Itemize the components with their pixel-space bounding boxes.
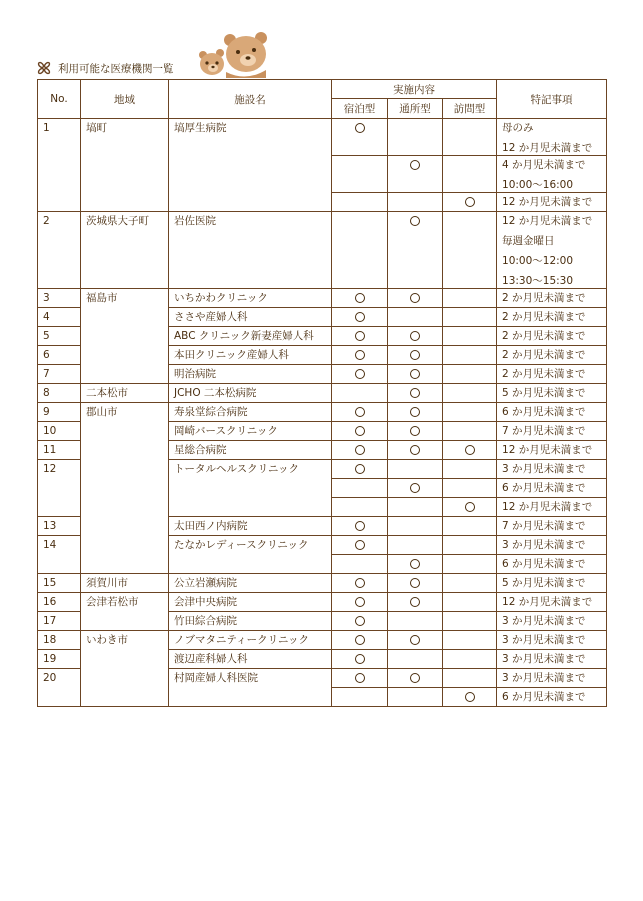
- row-no: 5: [38, 327, 81, 346]
- visit-cell: [443, 193, 497, 212]
- row-no: 6: [38, 346, 81, 365]
- note-line: 12 か月児未満まで: [502, 596, 593, 608]
- table-row: [38, 212, 607, 289]
- note-line: 7 か月児未満まで: [502, 425, 586, 437]
- stay-cell: [332, 119, 388, 156]
- circle-mark-icon: [410, 407, 420, 417]
- visit-cell: [443, 517, 497, 536]
- daycare-cell: [388, 327, 443, 346]
- daycare-cell: [388, 346, 443, 365]
- row-facility: 渡辺産科婦人科: [169, 650, 332, 669]
- notes-cell: [497, 156, 607, 193]
- notes-cell: [497, 479, 607, 498]
- daycare-cell: [388, 212, 443, 289]
- row-no: 19: [38, 650, 81, 669]
- row-area: 茨城県大子町: [81, 212, 169, 289]
- note-line: 12 か月児未満まで: [502, 142, 593, 154]
- table-row: [38, 403, 607, 422]
- row-facility: 明治病院: [169, 365, 332, 384]
- visit-cell: [443, 346, 497, 365]
- note-line: 6 か月児未満まで: [502, 691, 586, 703]
- visit-cell: [443, 650, 497, 669]
- circle-mark-icon: [410, 331, 420, 341]
- daycare-cell: [388, 384, 443, 403]
- stay-cell: [332, 593, 388, 612]
- note-line: 4 か月児未満まで: [502, 159, 586, 171]
- notes-cell: [497, 441, 607, 460]
- circle-mark-icon: [410, 445, 420, 455]
- row-facility: ノブマタニティークリニック: [169, 631, 332, 650]
- note-line: 13:30～15:30: [502, 275, 574, 287]
- row-no: 10: [38, 422, 81, 441]
- circle-mark-icon: [355, 521, 365, 531]
- row-facility: ABC クリニック新妻産婦人科: [169, 327, 332, 346]
- stay-cell: [332, 669, 388, 688]
- stay-cell: [332, 536, 388, 555]
- row-facility: 寿泉堂綜合病院: [169, 403, 332, 422]
- stay-cell: [332, 460, 388, 479]
- note-line: 2 か月児未満まで: [502, 349, 586, 361]
- notes-cell: [497, 193, 607, 212]
- header-facility: 施設名: [169, 80, 332, 119]
- notes-cell: [497, 498, 607, 517]
- notes-cell: [497, 631, 607, 650]
- stay-cell: [332, 555, 388, 574]
- daycare-cell: [388, 119, 443, 156]
- circle-mark-icon: [355, 673, 365, 683]
- visit-cell: [443, 119, 497, 156]
- note-line: 毎週金曜日: [502, 235, 555, 247]
- circle-mark-icon: [410, 350, 420, 360]
- bear-illustration: [196, 28, 280, 82]
- row-facility: 竹田綜合病院: [169, 612, 332, 631]
- notes-cell: [497, 212, 607, 289]
- note-line: 3 か月児未満まで: [502, 634, 586, 646]
- daycare-cell: [388, 156, 443, 193]
- note-line: 3 か月児未満まで: [502, 615, 586, 627]
- row-no: 12: [38, 460, 81, 517]
- visit-cell: [443, 631, 497, 650]
- daycare-cell: [388, 631, 443, 650]
- stay-cell: [332, 193, 388, 212]
- stay-cell: [332, 212, 388, 289]
- table-row: [38, 384, 607, 403]
- note-line: 母のみ: [502, 122, 534, 134]
- row-facility: 会津中央病院: [169, 593, 332, 612]
- note-line: 10:00～16:00: [502, 179, 574, 191]
- circle-mark-icon: [355, 464, 365, 474]
- notes-cell: [497, 574, 607, 593]
- list-heading: [36, 58, 174, 78]
- row-facility: 塙厚生病院: [169, 119, 332, 212]
- row-no: 2: [38, 212, 81, 289]
- row-facility: 公立岩瀬病院: [169, 574, 332, 593]
- notes-cell: [497, 688, 607, 707]
- daycare-cell: [388, 498, 443, 517]
- stay-cell: [332, 612, 388, 631]
- note-line: 12 か月児未満まで: [502, 196, 593, 208]
- circle-mark-icon: [355, 654, 365, 664]
- daycare-cell: [388, 289, 443, 308]
- row-no: 17: [38, 612, 81, 631]
- stay-cell: [332, 631, 388, 650]
- table-row: [38, 119, 607, 156]
- visit-cell: [443, 555, 497, 574]
- stay-cell: [332, 441, 388, 460]
- circle-mark-icon: [410, 483, 420, 493]
- note-line: 7 か月児未満まで: [502, 520, 586, 532]
- row-facility: 星総合病院: [169, 441, 332, 460]
- row-area: いわき市: [81, 631, 169, 707]
- visit-cell: [443, 574, 497, 593]
- row-facility: JCHO 二本松病院: [169, 384, 332, 403]
- table-body: [38, 119, 607, 707]
- visit-cell: [443, 403, 497, 422]
- notes-cell: [497, 593, 607, 612]
- circle-mark-icon: [355, 312, 365, 322]
- circle-mark-icon: [410, 673, 420, 683]
- circle-mark-icon: [355, 331, 365, 341]
- visit-cell: [443, 460, 497, 479]
- visit-cell: [443, 327, 497, 346]
- row-area: 郡山市: [81, 403, 169, 574]
- circle-mark-icon: [410, 388, 420, 398]
- row-no: 1: [38, 119, 81, 212]
- daycare-cell: [388, 403, 443, 422]
- row-area: 会津若松市: [81, 593, 169, 631]
- visit-cell: [443, 422, 497, 441]
- note-line: 12 か月児未満まで: [502, 444, 593, 456]
- header-no: No.: [38, 80, 81, 119]
- table-row: [38, 574, 607, 593]
- row-no: 7: [38, 365, 81, 384]
- stay-cell: [332, 574, 388, 593]
- row-no: 9: [38, 403, 81, 422]
- stay-cell: [332, 308, 388, 327]
- daycare-cell: [388, 517, 443, 536]
- circle-mark-icon: [355, 635, 365, 645]
- circle-mark-icon: [355, 540, 365, 550]
- stay-cell: [332, 479, 388, 498]
- note-line: 10:00～12:00: [502, 255, 574, 267]
- header-visit: 訪問型: [443, 99, 497, 119]
- stay-cell: [332, 403, 388, 422]
- row-no: 13: [38, 517, 81, 536]
- header-content: 実施内容: [332, 80, 497, 99]
- visit-cell: [443, 365, 497, 384]
- notes-cell: [497, 308, 607, 327]
- circle-mark-icon: [410, 216, 420, 226]
- stay-cell: [332, 498, 388, 517]
- note-line: 5 か月児未満まで: [502, 387, 586, 399]
- note-line: 3 か月児未満まで: [502, 539, 586, 551]
- circle-mark-icon: [355, 369, 365, 379]
- daycare-cell: [388, 650, 443, 669]
- stay-cell: [332, 422, 388, 441]
- note-line: 3 か月児未満まで: [502, 463, 586, 475]
- visit-cell: [443, 669, 497, 688]
- circle-mark-icon: [355, 578, 365, 588]
- circle-mark-icon: [465, 692, 475, 702]
- circle-mark-icon: [410, 559, 420, 569]
- visit-cell: [443, 384, 497, 403]
- row-no: 18: [38, 631, 81, 650]
- row-no: 3: [38, 289, 81, 308]
- visit-cell: [443, 212, 497, 289]
- row-facility: 岩佐医院: [169, 212, 332, 289]
- visit-cell: [443, 308, 497, 327]
- stay-cell: [332, 384, 388, 403]
- daycare-cell: [388, 193, 443, 212]
- header-stay: 宿泊型: [332, 99, 388, 119]
- circle-mark-icon: [410, 369, 420, 379]
- notes-cell: [497, 119, 607, 156]
- visit-cell: [443, 441, 497, 460]
- row-facility: 太田西ノ内病院: [169, 517, 332, 536]
- visit-cell: [443, 593, 497, 612]
- page-title: 利用可能な医療機関一覧: [58, 62, 174, 75]
- notes-cell: [497, 346, 607, 365]
- visit-cell: [443, 498, 497, 517]
- notes-cell: [497, 536, 607, 555]
- visit-cell: [443, 156, 497, 193]
- header-area: 地域: [81, 80, 169, 119]
- daycare-cell: [388, 593, 443, 612]
- daycare-cell: [388, 308, 443, 327]
- daycare-cell: [388, 669, 443, 688]
- row-area: 二本松市: [81, 384, 169, 403]
- notes-cell: [497, 612, 607, 631]
- note-line: 2 か月児未満まで: [502, 292, 586, 304]
- notes-cell: [497, 365, 607, 384]
- flower-icon: [36, 60, 52, 76]
- facility-table: [37, 79, 607, 707]
- visit-cell: [443, 688, 497, 707]
- notes-cell: [497, 517, 607, 536]
- row-no: 14: [38, 536, 81, 574]
- daycare-cell: [388, 555, 443, 574]
- row-facility: 本田クリニック産婦人科: [169, 346, 332, 365]
- stay-cell: [332, 289, 388, 308]
- row-no: 8: [38, 384, 81, 403]
- note-line: 2 か月児未満まで: [502, 368, 586, 380]
- daycare-cell: [388, 460, 443, 479]
- row-facility: いちかわクリニック: [169, 289, 332, 308]
- daycare-cell: [388, 441, 443, 460]
- circle-mark-icon: [355, 350, 365, 360]
- circle-mark-icon: [465, 197, 475, 207]
- notes-cell: [497, 403, 607, 422]
- note-line: 2 か月児未満まで: [502, 330, 586, 342]
- stay-cell: [332, 365, 388, 384]
- stay-cell: [332, 688, 388, 707]
- row-no: 4: [38, 308, 81, 327]
- row-no: 16: [38, 593, 81, 612]
- circle-mark-icon: [355, 616, 365, 626]
- row-no: 11: [38, 441, 81, 460]
- notes-cell: [497, 650, 607, 669]
- row-area: 塙町: [81, 119, 169, 212]
- notes-cell: [497, 422, 607, 441]
- note-line: 3 か月児未満まで: [502, 672, 586, 684]
- circle-mark-icon: [355, 426, 365, 436]
- daycare-cell: [388, 479, 443, 498]
- row-facility: 村岡産婦人科医院: [169, 669, 332, 707]
- table-row: [38, 593, 607, 612]
- notes-cell: [497, 327, 607, 346]
- notes-cell: [497, 460, 607, 479]
- visit-cell: [443, 289, 497, 308]
- notes-cell: [497, 289, 607, 308]
- row-facility: たなかレディースクリニック: [169, 536, 332, 574]
- circle-mark-icon: [355, 597, 365, 607]
- note-line: 12 か月児未満まで: [502, 501, 593, 513]
- notes-cell: [497, 669, 607, 688]
- visit-cell: [443, 479, 497, 498]
- circle-mark-icon: [410, 578, 420, 588]
- row-area: 福島市: [81, 289, 169, 384]
- note-line: 6 か月児未満まで: [502, 406, 586, 418]
- circle-mark-icon: [465, 445, 475, 455]
- table-row: [38, 631, 607, 650]
- notes-cell: [497, 555, 607, 574]
- header-notes: 特記事項: [497, 80, 607, 119]
- row-facility: ささや産婦人科: [169, 308, 332, 327]
- circle-mark-icon: [410, 293, 420, 303]
- visit-cell: [443, 612, 497, 631]
- note-line: 6 か月児未満まで: [502, 558, 586, 570]
- stay-cell: [332, 346, 388, 365]
- visit-cell: [443, 536, 497, 555]
- circle-mark-icon: [465, 502, 475, 512]
- table-row: [38, 289, 607, 308]
- circle-mark-icon: [355, 445, 365, 455]
- daycare-cell: [388, 574, 443, 593]
- circle-mark-icon: [355, 123, 365, 133]
- stay-cell: [332, 156, 388, 193]
- daycare-cell: [388, 422, 443, 441]
- row-area: 須賀川市: [81, 574, 169, 593]
- stay-cell: [332, 517, 388, 536]
- circle-mark-icon: [410, 426, 420, 436]
- note-line: 12 か月児未満まで: [502, 215, 593, 227]
- note-line: 3 か月児未満まで: [502, 653, 586, 665]
- row-no: 15: [38, 574, 81, 593]
- row-no: 20: [38, 669, 81, 707]
- row-facility: トータルヘルスクリニック: [169, 460, 332, 517]
- circle-mark-icon: [355, 407, 365, 417]
- daycare-cell: [388, 612, 443, 631]
- circle-mark-icon: [410, 635, 420, 645]
- daycare-cell: [388, 688, 443, 707]
- daycare-cell: [388, 536, 443, 555]
- stay-cell: [332, 327, 388, 346]
- note-line: 6 か月児未満まで: [502, 482, 586, 494]
- note-line: 5 か月児未満まで: [502, 577, 586, 589]
- row-facility: 岡崎バースクリニック: [169, 422, 332, 441]
- stay-cell: [332, 650, 388, 669]
- circle-mark-icon: [410, 160, 420, 170]
- circle-mark-icon: [355, 293, 365, 303]
- notes-cell: [497, 384, 607, 403]
- note-line: 2 か月児未満まで: [502, 311, 586, 323]
- circle-mark-icon: [410, 597, 420, 607]
- daycare-cell: [388, 365, 443, 384]
- header-daycare: 通所型: [388, 99, 443, 119]
